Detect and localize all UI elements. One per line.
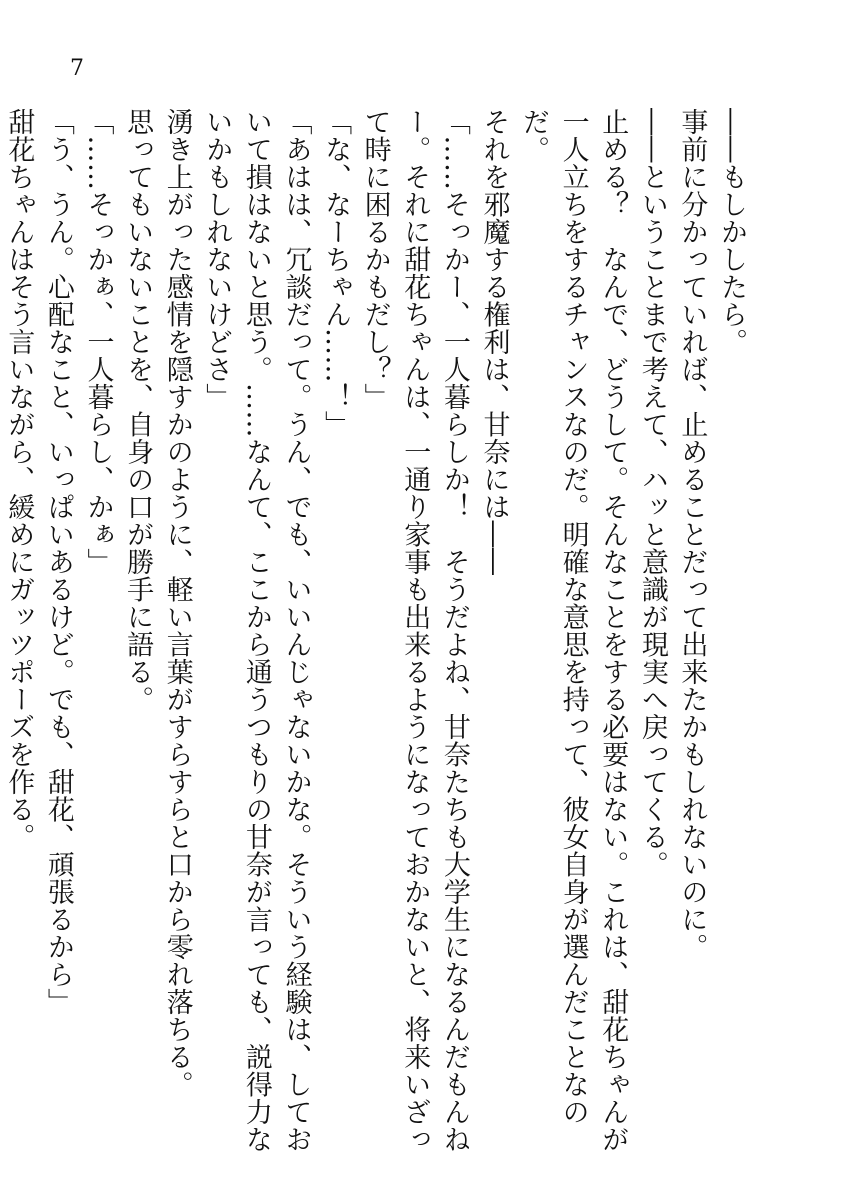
- page-number: 7: [70, 56, 84, 81]
- text-line: 「な、なーちゃん……！」: [320, 108, 352, 438]
- text-line: 「う、うん。心配なこと、いっぱいあるけど。でも、甜花、頑張るから」: [42, 108, 74, 1016]
- text-line: 止める？ なんで、どうして。そんなことをする必要はない。これは、甜花ちゃんが一人立ちをするチャンスなのだ。明確な意思を持って、彼女自身が選んだことなのだ。: [518, 108, 629, 1153]
- text-line: 「あはは、冗談だって。うん、でも、いいんじゃないかな。そういう経験は、しておいて損はないと思う。……なんて、ここから通うつもりの甘奈が言っても、説得力ないかもしれないけどさ」: [201, 108, 312, 1153]
- text-line: 湧き上がった感情を隠すかのように、軽い言葉がすらすらと口から零れ落ちる。: [161, 108, 193, 1098]
- text-line: 「……そっかー、一人暮らしか！ そうだよね、甘奈たちも大学生になるんだもんねー。それに甜花ちゃんは、一通り家事も出来るようになっておかないと、将来いざって時に困るかもだし？」: [359, 108, 470, 1153]
- text-line: ――ということまで考えて、ハッと意識が現実へ戻ってくる。: [636, 108, 668, 878]
- text-line: 甜花ちゃんはそう言いながら、緩めにガッツポーズを作る。: [3, 108, 35, 851]
- text-line: ――もしかしたら。: [716, 108, 747, 356]
- text-line: 「……そっかぁ、一人暮らし、かぁ」: [82, 108, 114, 576]
- text-line: 事前に分かっていれば、止めることだって出来たかもしれないのに。: [676, 108, 708, 961]
- novel-body-text: [3, 108, 751, 1158]
- text-line: 思ってもいないことを、自身の口が勝手に語る。: [122, 108, 154, 713]
- text-line: それを邪魔する権利は、甘奈には――: [478, 108, 510, 576]
